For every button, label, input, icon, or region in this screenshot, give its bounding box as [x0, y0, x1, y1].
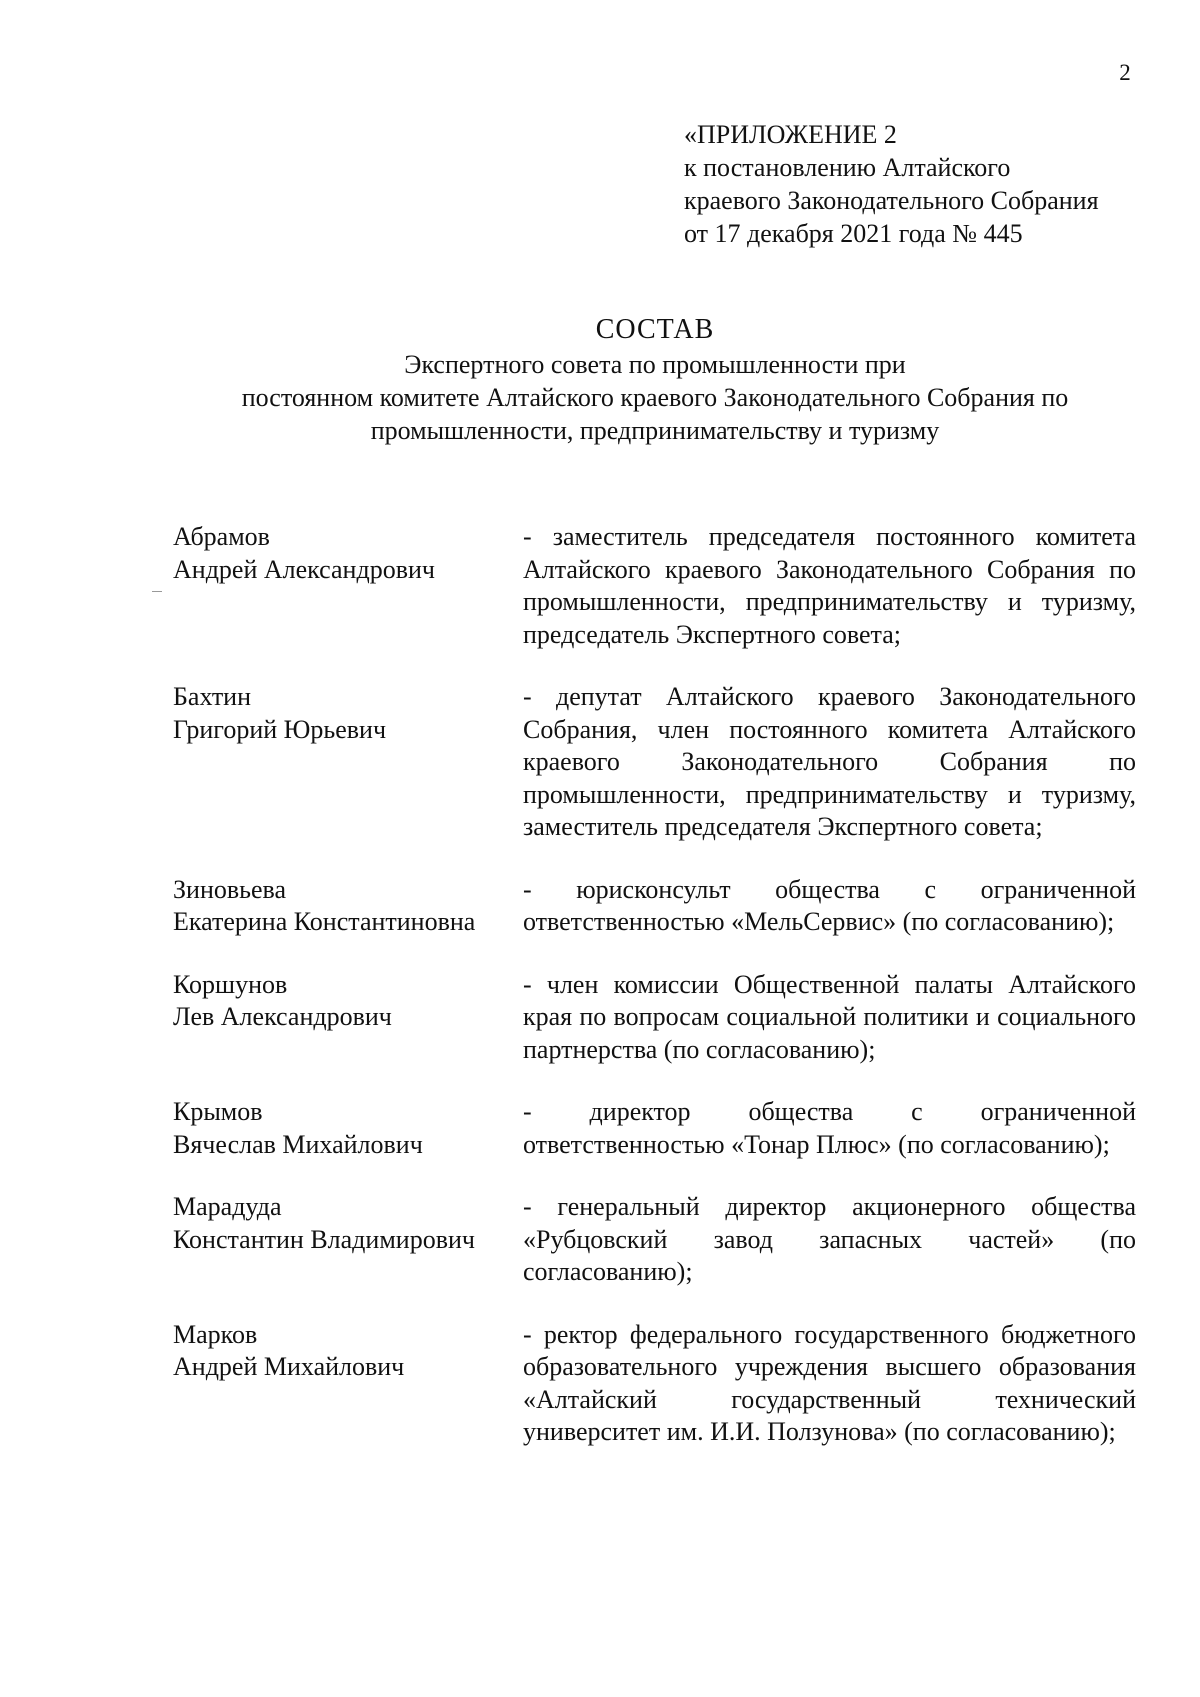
- member-role: - генеральный директор акционерного общества «Рубцовский завод запасных частей» (по согласованию);: [523, 1192, 1136, 1286]
- appendix-line: «ПРИЛОЖЕНИЕ 2: [684, 120, 897, 149]
- member-entry: [173, 969, 1136, 1067]
- appendix-line: от 17 декабря 2021 года № 445: [684, 219, 1023, 248]
- member-given-name: Григорий Юрьевич: [173, 714, 387, 744]
- member-given-name: Екатерина Константиновна: [173, 907, 476, 936]
- member-surname: Коршунов: [173, 969, 288, 999]
- page-number: 2: [1119, 60, 1131, 85]
- member-name: [173, 681, 523, 844]
- title-block: [100, 312, 1200, 447]
- member-role: - заместитель председателя постоянного комитета Алтайского краевого Законодательного Собрания по промышленности, предпринимательству и туризму, председатель Экспертного совета;: [523, 522, 1136, 649]
- member-role: - депутат Алтайского краевого Законодательного Собрания, член постоянного комитета Алтайского краевого Законодательного Собрания по промышленности, предпринимательству и туризму, заместитель председателя Экспертного совета;: [523, 682, 1136, 841]
- member-name: [173, 1319, 523, 1449]
- member-entry: [173, 1096, 1136, 1161]
- member-surname: Зиновьева: [173, 874, 287, 904]
- member-name: [173, 969, 523, 1067]
- appendix-line: к постановлению Алтайского: [684, 153, 1011, 182]
- scan-mark: [152, 591, 162, 592]
- member-entry: [173, 681, 1136, 844]
- member-surname: Бахтин: [173, 682, 252, 711]
- document-subtitle: [100, 348, 1200, 447]
- subtitle-line: постоянном комитете Алтайского краевого Законодательного Собрания по: [241, 383, 1069, 412]
- member-surname: Марадуда: [173, 1192, 282, 1221]
- member-role: - директор общества с ограниченной ответственностью «Тонар Плюс» (по согласованию);: [523, 1097, 1136, 1159]
- document-title: СОСТАВ: [595, 314, 715, 345]
- appendix-header: [684, 118, 1184, 250]
- members-list: [173, 521, 1136, 1479]
- member-role: - ректор федерального государственного бюджетного образовательного учреждения высшего образования «Алтайский государственный технический университет им. И.И. Ползунова» (по согласованию);: [523, 1319, 1136, 1446]
- appendix-line: краевого Законодательного Собрания: [684, 186, 1099, 215]
- member-entry: [173, 521, 1136, 651]
- member-given-name: Андрей Александрович: [173, 554, 435, 584]
- member-surname: Крымов: [173, 1097, 263, 1126]
- member-name: [173, 1191, 523, 1289]
- member-role: - юрисконсульт общества с ограниченной ответственностью «МельСервис» (по согласованию);: [523, 874, 1136, 936]
- member-given-name: Лев Александрович: [173, 1002, 392, 1031]
- member-entry: [173, 1319, 1136, 1449]
- member-given-name: Андрей Михайлович: [173, 1352, 405, 1381]
- member-name: [173, 1096, 523, 1161]
- member-role: - член комиссии Общественной палаты Алтайского края по вопросам социальной политики и социального партнерства (по согласованию);: [523, 969, 1136, 1064]
- member-surname: Абрамов: [173, 522, 270, 551]
- member-name: [173, 521, 523, 651]
- member-entry: [173, 874, 1136, 939]
- member-entry: [173, 1191, 1136, 1289]
- subtitle-line: промышленности, предпринимательству и туризму: [370, 416, 940, 445]
- member-given-name: Вячеслав Михайлович: [173, 1129, 423, 1159]
- member-given-name: Константин Владимирович: [173, 1224, 475, 1254]
- member-name: [173, 874, 523, 939]
- member-surname: Марков: [173, 1319, 258, 1349]
- subtitle-line: Экспертного совета по промышленности при: [404, 350, 906, 379]
